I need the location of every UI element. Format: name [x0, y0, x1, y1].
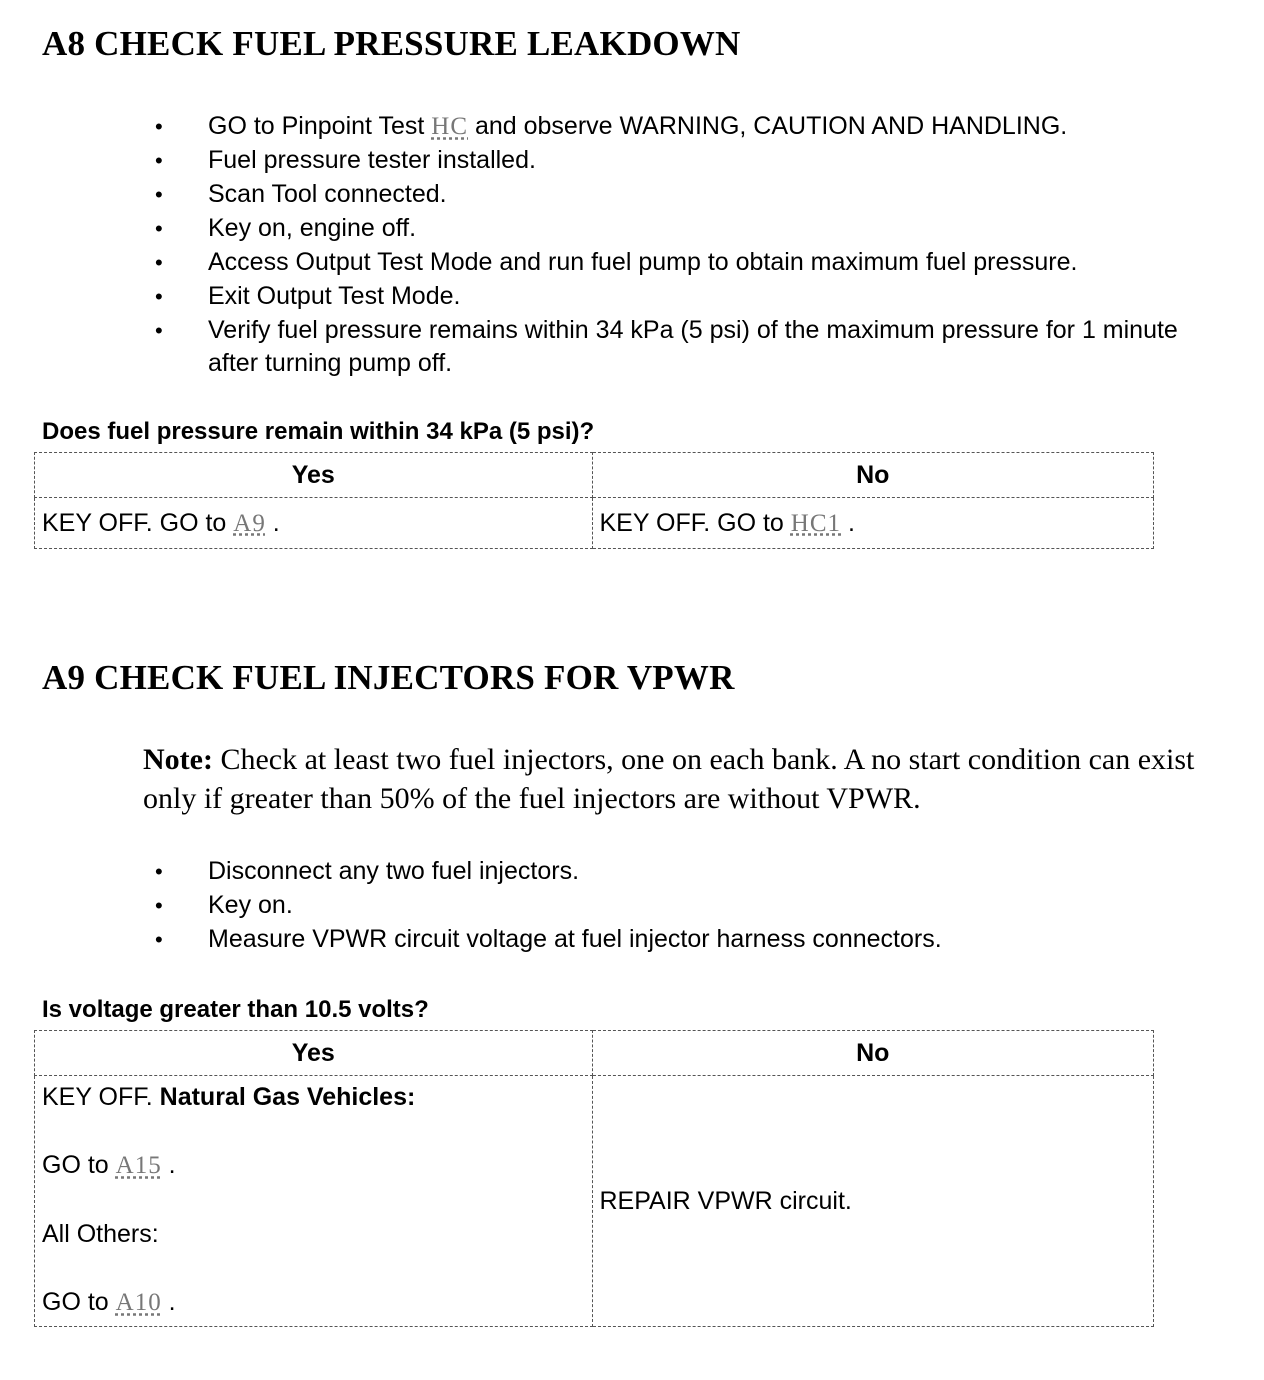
a8-answer-table — [34, 452, 1154, 549]
a9-question: Is voltage greater than 10.5 volts? — [42, 996, 429, 1023]
a15-link[interactable]: A15 — [115, 1152, 162, 1179]
a9-step-2: • Key on. — [152, 889, 1212, 922]
a8-step-1-pre: GO to Pinpoint Test — [208, 112, 432, 140]
a9-link[interactable]: A9 — [233, 509, 266, 537]
a9-yes-goto-1-post: . — [161, 1151, 176, 1179]
a8-step-6: • Exit Output Test Mode. — [152, 280, 1212, 313]
a8-table-header-row — [35, 453, 1154, 498]
a9-table-header-row — [35, 1031, 1154, 1076]
a9-step-1: • Disconnect any two fuel injectors. — [152, 855, 1212, 888]
a9-yes-goto-2-pre: GO to — [42, 1288, 116, 1316]
a8-step-4: • Key on, engine off. — [152, 212, 1212, 245]
a9-yes-goto-2-post: . — [161, 1288, 176, 1316]
a9-yes-cell — [35, 1076, 593, 1327]
a9-step-list — [152, 855, 1212, 957]
a9-yes-goto-1 — [42, 1150, 585, 1181]
a9-yes-natural-gas: Natural Gas Vehicles: — [159, 1083, 416, 1111]
a8-step-2: • Fuel pressure tester installed. — [152, 144, 1212, 177]
a9-yes-header: Yes — [35, 1031, 593, 1076]
a9-answer-table — [34, 1030, 1154, 1327]
a8-no-post: . — [841, 508, 855, 537]
a8-table-row — [35, 498, 1154, 549]
a8-step-3: • Scan Tool connected. — [152, 178, 1212, 211]
a8-question: Does fuel pressure remain within 34 kPa (5 psi)? — [42, 418, 595, 445]
a9-note-text: Check at least two fuel injectors, one on each bank. A no start condition can exist only if greater than 50% of the fuel injectors are without VPWR. — [143, 743, 1195, 815]
a9-yes-goto-1-pre: GO to — [42, 1151, 116, 1179]
a8-step-1-post: and observe WARNING, CAUTION AND HANDLING. — [468, 112, 1068, 140]
a8-step-5: • Access Output Test Mode and run fuel pump to obtain maximum fuel pressure. — [152, 246, 1212, 279]
a9-yes-goto-2 — [42, 1287, 585, 1318]
a8-yes-cell — [35, 498, 593, 549]
a8-no-cell — [592, 498, 1154, 549]
a9-no-header: No — [592, 1031, 1154, 1076]
a9-table-row — [35, 1076, 1154, 1327]
a8-step-list — [152, 110, 1212, 381]
pinpoint-test-hc-link[interactable]: HC — [431, 113, 469, 140]
a9-step-3: • Measure VPWR circuit voltage at fuel injector harness connectors. — [152, 923, 1212, 956]
a9-yes-line-1 — [42, 1082, 585, 1112]
a9-yes-all-others: All Others: — [42, 1220, 159, 1248]
a8-step-7: • Verify fuel pressure remains within 34 kPa (5 psi) of the maximum pressure for 1 minute after turning pump off. — [152, 314, 1212, 380]
a8-heading: A8 CHECK FUEL PRESSURE LEAKDOWN — [42, 24, 741, 63]
a10-link[interactable]: A10 — [115, 1289, 162, 1316]
a8-step-1 — [152, 110, 1212, 143]
a9-note — [143, 740, 1223, 818]
a9-yes-key-off: KEY OFF. — [42, 1083, 160, 1111]
a9-no-cell: REPAIR VPWR circuit. — [592, 1076, 1154, 1327]
a8-no-header: No — [592, 453, 1154, 498]
a8-yes-post: . — [265, 508, 280, 537]
a8-no-pre: KEY OFF. GO to — [599, 508, 791, 537]
hc1-link[interactable]: HC1 — [790, 509, 841, 537]
a9-note-label: Note: — [143, 743, 213, 776]
a8-yes-pre: KEY OFF. GO to — [42, 508, 234, 537]
a8-yes-header: Yes — [35, 453, 593, 498]
a9-heading: A9 CHECK FUEL INJECTORS FOR VPWR — [42, 658, 735, 697]
